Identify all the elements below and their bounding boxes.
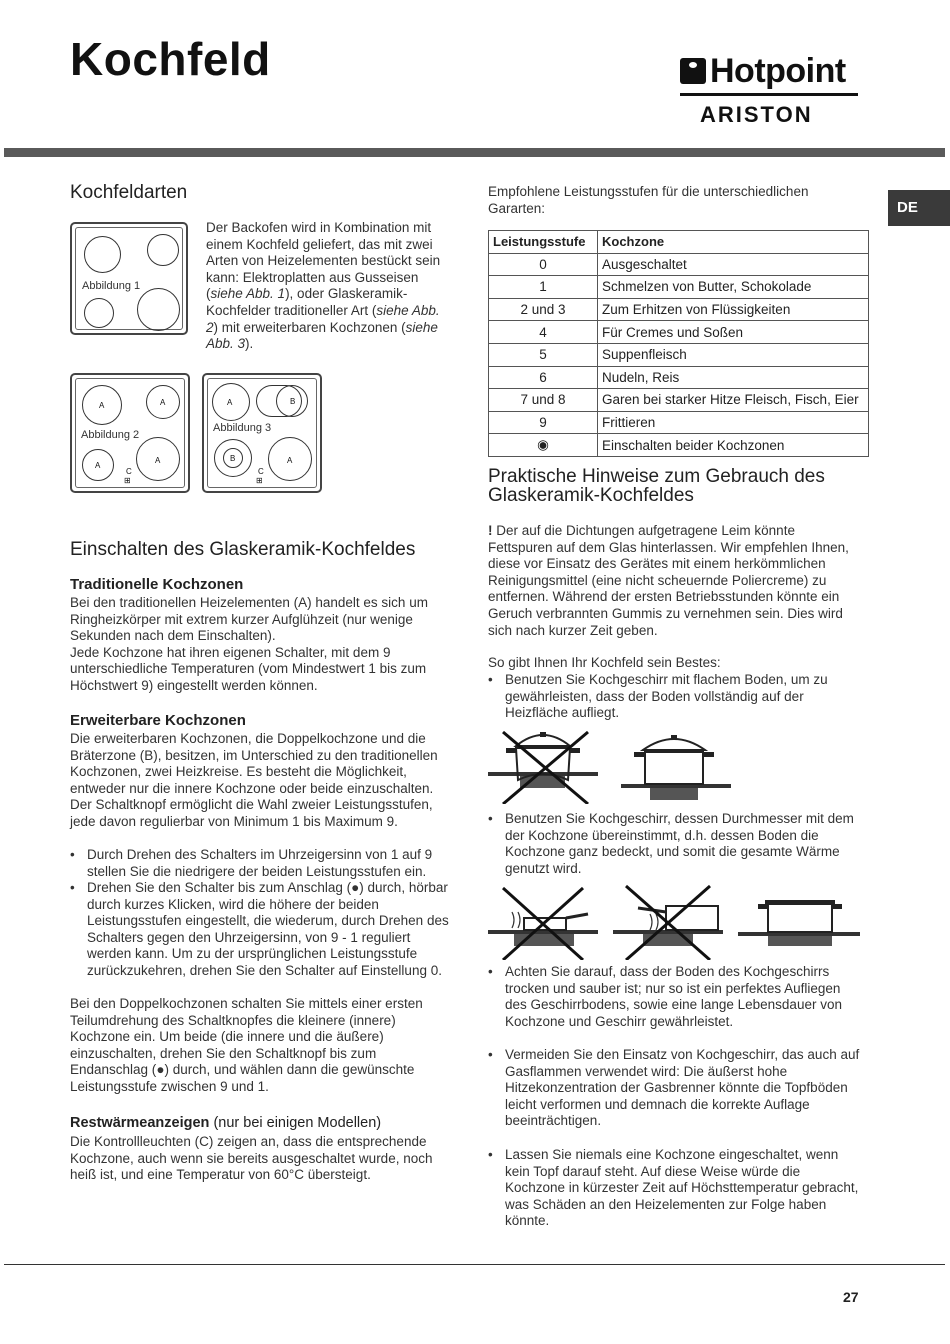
brand-logo-icon bbox=[680, 58, 706, 84]
figure-2-label: Abbildung 2 bbox=[81, 429, 140, 441]
paragraph: Die erweiterbaren Kochzonen, die Doppelkochzone und die Bräterzone (B), besitzen, im Unterschied zu den traditionellen Kochzonen, zwei Heizkreise. Es besteht die Möglichkeit, entweder nur die innere Kochzone oder beide einzuschalten. Der Schaltknopf ermöglicht die Wahl zweier Leistungsstufen, jede davon regulierbar von Minimum 1 bis Maximum 9. bbox=[70, 731, 438, 829]
brand-subname: ARISTON bbox=[700, 102, 813, 127]
section-heading-einschalten: Einschalten des Glaskeramik-Kochfeldes bbox=[70, 539, 416, 560]
flat-bottom-illustration bbox=[488, 728, 868, 804]
list-item: • Benutzen Sie Kochgeschirr mit flachem Boden, um zu gewährleisten, dass der Boden vollständig auf der Heizfläche aufliegt. bbox=[488, 672, 828, 721]
table-row bbox=[489, 434, 869, 457]
table-header-row bbox=[489, 231, 869, 254]
footer-divider bbox=[4, 1264, 945, 1265]
lead-paragraph: So gibt Ihnen Ihr Kochfeld sein Bestes: bbox=[488, 655, 721, 670]
cooking-zone-cell: Frittieren bbox=[598, 411, 869, 434]
paragraph: Bei den traditionellen Heizelementen (A) handelt es sich um Ringheizkörper mit extrem kurzer Aufglühzeit (nur wenige Sekunden nach dem Einschalten). Jede Kochzone hat ihren eigenen Schalter, mit dem 9 unterschiedliche Temperaturen (vom Mindestwert 1 bis zum Höchstwert 9) eingestellt werden können. bbox=[70, 595, 428, 693]
brand-logo bbox=[680, 54, 860, 128]
table-row bbox=[489, 343, 869, 366]
hotplate bbox=[147, 234, 179, 266]
cooking-zone-cell: Nudeln, Reis bbox=[598, 366, 869, 389]
table-row bbox=[489, 276, 869, 299]
figure-3-label: Abbildung 3 bbox=[213, 422, 272, 434]
pot-size-illustration bbox=[488, 884, 868, 960]
language-tab: DE bbox=[888, 190, 950, 226]
page-number: 27 bbox=[843, 1289, 859, 1305]
table-intro: Empfohlene Leistungsstufen für die unterschiedlichen Gararten: bbox=[488, 184, 809, 216]
correct-pot-icon bbox=[621, 735, 731, 800]
table-row bbox=[489, 298, 869, 321]
section-heading-kochfeldarten: Kochfeldarten bbox=[70, 182, 188, 203]
paragraph: Bei den Doppelkochzonen schalten Sie mittels einer ersten Teilumdrehung des Schaltknopfes die kleinere (innere) Kochzone ein. Um beide (die innere und die äußere) einzuschalten, drehen Sie den Schaltknopf bis zum Endanschlag (●) durch, und wählen dann die gewünschte Leistungsstufe zwischen 9 und 1. bbox=[70, 996, 423, 1094]
list-item: • Durch Drehen des Schalters im Uhrzeigersinn von 1 auf 9 stellen Sie die niedrigere der beiden Leistungsstufen ein. bbox=[70, 847, 433, 879]
figure-2: A A A A C ⊞ Abbildung 2 bbox=[70, 373, 190, 493]
intro-paragraph: Der Backofen wird in Kombination mit einem Kochfeld geliefert, das mit zwei Arten von Heizelementen bestückt sein kann: Elektroplatten aus Gusseisen (siehe Abb. 1), oder Glaskeramik-Kochfelder traditioneller Art (siehe Abb. 2) mit erweiterbaren Kochzonen (siehe Abb. 3). bbox=[206, 220, 441, 352]
power-level-cell: 9 bbox=[489, 411, 598, 434]
warning-paragraph: ! Der auf die Dichtungen aufgetragene Leim könnte Fettspuren auf dem Glas hinterlassen. Wir empfehlen Ihnen, diese vor Einsatz des Gerätes mit einem herkömmlichen Reinigungsmittel (eine nicht scheuernde Poliercreme) zu entfernen. Während der ersten Betriebsstunden könnte ein Geruch verbrannten Gummis zu vernehmen sein. Dies wird sich nach kurzer Zeit geben. bbox=[488, 523, 849, 638]
correct-pot-icon bbox=[738, 900, 860, 946]
full-power-icon: ● bbox=[156, 1062, 165, 1078]
table-row bbox=[489, 321, 869, 344]
list-item: • Vermeiden Sie den Einsatz von Kochgeschirr, das auch auf Gasflammen verwendet wird: Die äußerst hohe Hitzekonzentration der Gasbrenner könnte die Topfböden leicht verformen und demnach die korrekte Auflage beeinträchtigen. bbox=[488, 1047, 860, 1129]
hotplate bbox=[137, 288, 180, 331]
list-item: • Drehen Sie den Schalter bis zum Anschlag (●) durch, hörbar durch kurzes Klicken, wird die höhere der beiden Leistungsstufen eingestellt, die wiederum, durch Drehen des Schalters gegen den Uhrzeigersinn, von 9 - 1 reguliert werden kann. Um zu der ursprünglichen Leistungsstufe zurückzukehren, drehen Sie den Schalter auf Einstellung 0. bbox=[70, 880, 449, 978]
wrong-pot-small-icon bbox=[488, 888, 598, 960]
figure-1 bbox=[70, 222, 188, 335]
subheading-erweiterbare: Erweiterbare Kochzonen bbox=[70, 712, 246, 729]
table-row bbox=[489, 389, 869, 412]
list-item: • Lassen Sie niemals eine Kochzone eingeschaltet, wenn kein Topf darauf steht. Auf diese Weise würde die Kochzone in kürzester Zeit auf Höchsttemperatur gebracht, was Schäden an den Heizelementen zur Folge haben könnte. bbox=[488, 1147, 859, 1229]
section-heading-hinweise: Praktische Hinweise zum Gebrauch des Glaskeramik-Kochfeldes bbox=[488, 466, 825, 506]
cooking-zone-cell: Einschalten beider Kochzonen bbox=[598, 434, 869, 457]
cooking-zone-cell: Suppenfleisch bbox=[598, 343, 869, 366]
subheading-restwaerme: Restwärmeanzeigen (nur bei einigen Modellen) bbox=[70, 1115, 382, 1131]
residual-heat-indicator-icon: ⊞ bbox=[256, 476, 263, 485]
power-level-cell: 6 bbox=[489, 366, 598, 389]
cooking-zone-cell: Schmelzen von Butter, Schokolade bbox=[598, 276, 869, 299]
power-level-cell: ◉ bbox=[489, 434, 598, 457]
page-title: Kochfeld bbox=[70, 33, 271, 85]
brand-divider bbox=[680, 93, 858, 96]
hotplate bbox=[84, 236, 121, 273]
column-header: Kochzone bbox=[598, 231, 869, 254]
residual-heat-indicator-icon: ⊞ bbox=[124, 476, 131, 485]
cooking-zone-cell: Garen bei starker Hitze Fleisch, Fisch, Eier bbox=[598, 389, 869, 412]
cooking-zone-cell: Für Cremes und Soßen bbox=[598, 321, 869, 344]
subheading-traditionelle: Traditionelle Kochzonen bbox=[70, 576, 244, 593]
wrong-pot-icon bbox=[488, 732, 598, 804]
power-level-cell: 1 bbox=[489, 276, 598, 299]
cooking-zone-cell: Ausgeschaltet bbox=[598, 253, 869, 276]
warning-icon: ! bbox=[488, 523, 493, 538]
power-level-cell: 7 und 8 bbox=[489, 389, 598, 412]
table-row bbox=[489, 366, 869, 389]
list-item: • Achten Sie darauf, dass der Boden des Kochgeschirrs trocken und sauber ist; nur so ist ein perfektes Aufliegen des Geschirrbodens, sowie eine lange Lebensdauer von Kochzone und Geschirr gewährleistet. bbox=[488, 964, 842, 1029]
brand-name: Hotpoint bbox=[710, 52, 846, 90]
power-level-cell: 5 bbox=[489, 343, 598, 366]
table-row bbox=[489, 253, 869, 276]
figure-3: A B B A C ⊞ Abbildung 3 bbox=[202, 373, 322, 493]
hotplate bbox=[84, 298, 114, 328]
list-item: • Benutzen Sie Kochgeschirr, dessen Durchmesser mit dem der Kochzone übereinstimmt, d.h. dessen Boden die Kochzone ganz bedeckt, und somit die gesamte Wärme genutzt wird. bbox=[488, 811, 854, 876]
column-header: Leistungsstufe bbox=[489, 231, 598, 254]
header-bar bbox=[4, 148, 945, 157]
power-level-cell: 2 und 3 bbox=[489, 298, 598, 321]
power-level-cell: 4 bbox=[489, 321, 598, 344]
table-row bbox=[489, 411, 869, 434]
paragraph: Die Kontrollleuchten (C) zeigen an, dass die entsprechende Kochzone, auch wenn sie bereits ausgeschaltet wurde, noch heiß ist, und eine Temperatur von 60°C übersteigt. bbox=[70, 1134, 433, 1183]
wrong-pot-offcenter-icon bbox=[613, 886, 723, 960]
figure-1-label: Abbildung 1 bbox=[82, 280, 141, 292]
cooking-zone-cell: Zum Erhitzen von Flüssigkeiten bbox=[598, 298, 869, 321]
power-levels-table bbox=[488, 230, 869, 457]
power-level-cell: 0 bbox=[489, 253, 598, 276]
full-power-icon: ● bbox=[351, 880, 360, 895]
